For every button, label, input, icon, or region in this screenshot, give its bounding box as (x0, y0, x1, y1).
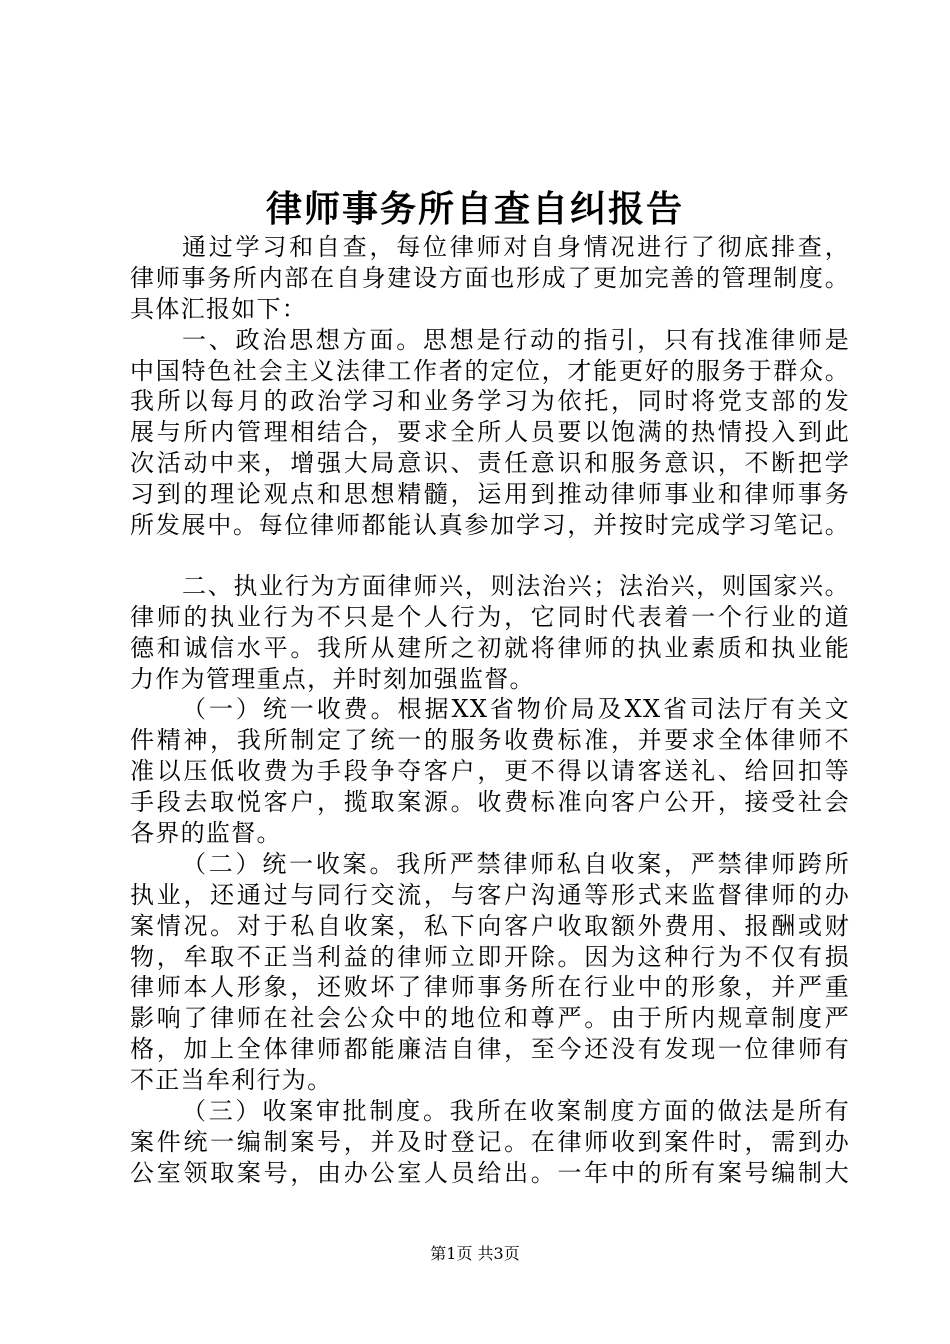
paragraph-practice (130, 571, 850, 695)
paragraph-intro (130, 232, 850, 325)
text-line: 我所以每月的政治学习和业务学习为依托，同时将党支部的发 (130, 387, 850, 416)
text-line: 物，牟取不正当利益的律师立即开除。因为这种行为不仅有损 (130, 942, 850, 971)
text-line: 一、政治思想方面。思想是行动的指引，只有找准律师是 (182, 325, 850, 354)
text-line: 具体汇报如下： (130, 294, 308, 323)
paragraph-unified-fees (130, 694, 850, 848)
text-line: （三）收案审批制度。我所在收案制度方面的做法是所有 (182, 1097, 850, 1126)
paragraph-case-approval (130, 1096, 850, 1189)
text-line: 各界的监督。 (130, 819, 282, 848)
text-line: 案情况。对于私自收案，私下向客户收取额外费用、报酬或财 (130, 911, 850, 940)
text-line: 准以压低收费为手段争夺客户，更不得以请客送礼、给回扣等 (130, 757, 850, 786)
text-line: 力作为管理重点，并时刻加强监督。 (130, 664, 535, 693)
text-line: 律师本人形象，还败坏了律师事务所在行业中的形象，并严重 (130, 973, 850, 1002)
text-line: 展与所内管理相结合，要求全所人员要以饱满的热情投入到此 (130, 418, 850, 447)
paragraph-political (130, 325, 850, 541)
text-line: 件精神，我所制定了统一的服务收费标准，并要求全体律师不 (130, 726, 850, 755)
text-line: （二）统一收案。我所严禁律师私自收案，严禁律师跨所 (182, 849, 850, 878)
paragraph-gap (130, 541, 850, 571)
text-line: 影响了律师在社会公众中的地位和尊严。由于所内规章制度严 (130, 1004, 850, 1033)
text-line: 二、执业行为方面律师兴，则法治兴；法治兴，则国家兴。 (182, 571, 850, 600)
text-line: 次活动中来，增强大局意识、责任意识和服务意识，不断把学 (130, 449, 850, 478)
text-line: 案件统一编制案号，并及时登记。在律师收到案件时，需到办 (130, 1127, 850, 1156)
text-line: 律师事务所内部在自身建设方面也形成了更加完善的管理制度。 (130, 263, 850, 292)
text-line: 中国特色社会主义法律工作者的定位，才能更好的服务于群众。 (130, 356, 850, 385)
paragraph-unified-cases (130, 849, 850, 1096)
text-line: 习到的理论观点和思想精髓，运用到推动律师事业和律师事务 (130, 480, 850, 509)
page-footer: 第1页 共3页 (430, 1244, 520, 1263)
text-line: 公室领取案号，由办公室人员给出。一年中的所有案号编制大 (130, 1158, 850, 1187)
text-line: 德和诚信水平。我所从建所之初就将律师的执业素质和执业能 (130, 633, 850, 662)
text-line: 执业，还通过与同行交流，与客户沟通等形式来监督律师的办 (130, 880, 850, 909)
text-line: 律师的执业行为不只是个人行为，它同时代表着一个行业的道 (130, 602, 850, 631)
text-line: 不正当牟利行为。 (130, 1066, 333, 1095)
document-title: 律师事务所自查自纠报告 (265, 188, 684, 230)
text-line: （一）统一收费。根据XX省物价局及XX省司法厅有关文 (182, 695, 850, 724)
text-line: 手段去取悦客户，揽取案源。收费标准向客户公开，接受社会 (130, 788, 850, 817)
text-line: 通过学习和自查，每位律师对自身情况进行了彻底排查， (182, 233, 850, 261)
text-line: 所发展中。每位律师都能认真参加学习，并按时完成学习笔记。 (130, 511, 850, 540)
text-line: 格，加上全体律师都能廉洁自律，至今还没有发现一位律师有 (130, 1035, 850, 1064)
document-body (130, 232, 850, 1189)
